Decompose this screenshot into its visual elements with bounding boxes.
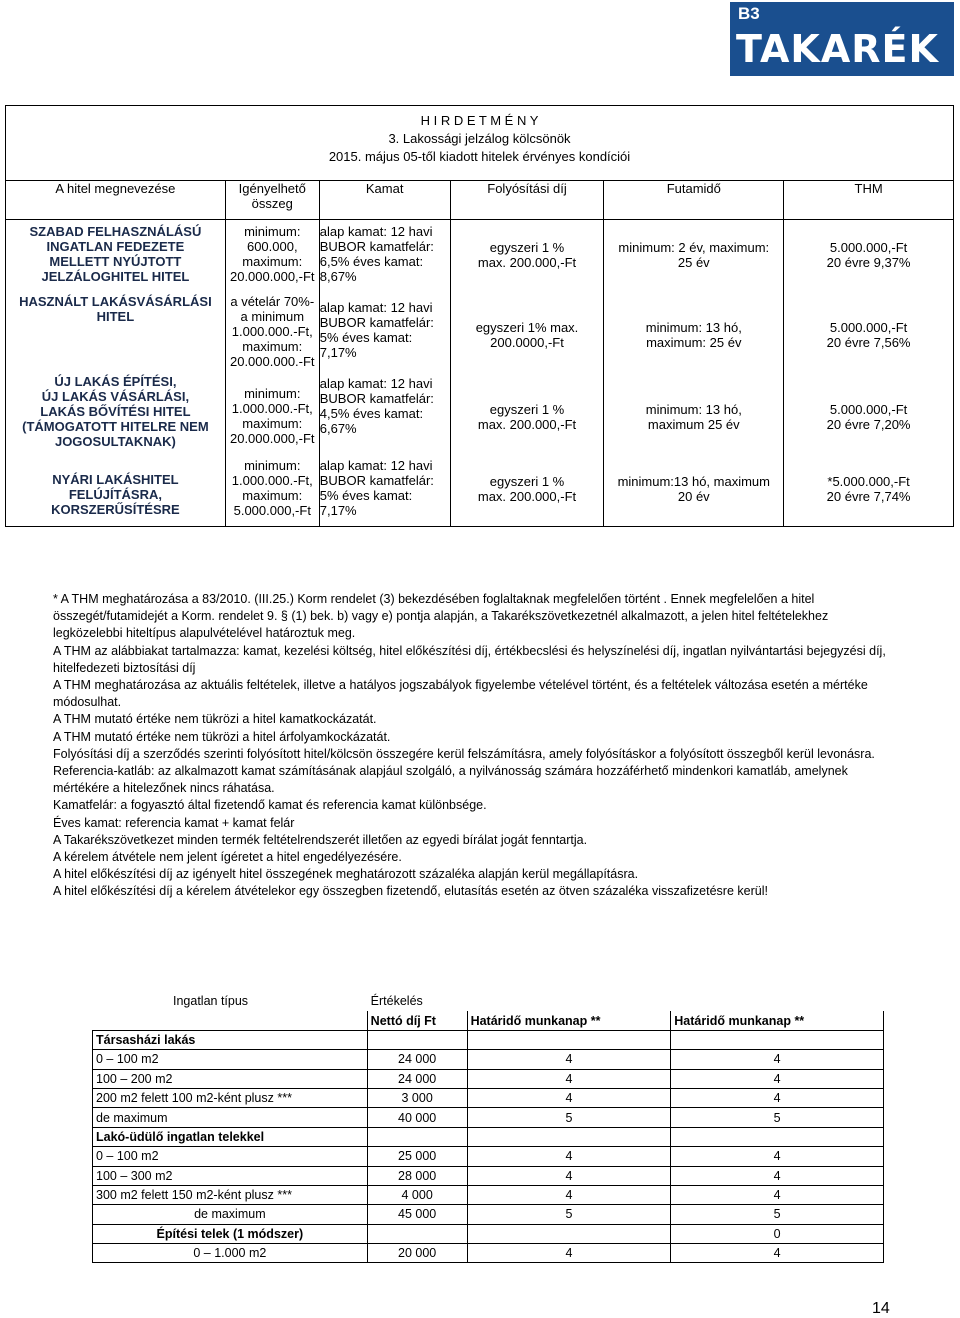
col-name: A hitel megnevezése — [6, 181, 226, 220]
loan-conditions-table — [5, 105, 954, 527]
appraisal-group-row — [93, 1030, 884, 1049]
loan-fee: egyszeri 1 % max. 200.000,-Ft — [477, 240, 577, 270]
col-fee: Folyósítási díj — [450, 181, 604, 220]
loan-amount: minimum: 600.000, maximum: 20.000.000,-Ft — [229, 224, 315, 284]
takarek-logo — [730, 2, 954, 76]
appraisal-row: 100 – 300 m2 28 000 4 4 — [93, 1166, 884, 1185]
logo-takarek: TAKARÉK — [736, 27, 939, 71]
appraisal-type-header: Ingatlan típus — [173, 994, 249, 1009]
appraisal-row: 0 – 1.000 m2 20 000 4 4 — [93, 1244, 884, 1263]
appraisal-value-header: Értékelés — [370, 994, 423, 1009]
footnotes — [53, 591, 893, 901]
loan-thm-value: 5.000.000,-Ft 20 évre 9,37% — [826, 240, 911, 270]
appraisal-row: 0 – 100 m2 25 000 4 4 — [93, 1147, 884, 1166]
col-thm: THM — [784, 181, 954, 220]
appraisal-row: 0 – 100 m2 24 000 4 4 — [93, 1050, 884, 1069]
loan-amount: minimum: 1.000.000.-Ft, maximum: 5.000.000,-Ft — [231, 458, 313, 518]
loan-fee: egyszeri 1% max. 200.0000,-Ft — [475, 320, 579, 350]
days-header-1: Határidő munkanap ** — [467, 1011, 671, 1030]
appraisal-row: de maximum 45 000 5 5 — [93, 1205, 884, 1224]
loan-rate: alap kamat: 12 havi BUBOR kamatfelár: 5% éves kamat: 7,17% — [319, 300, 434, 360]
fee-header: Nettó díj Ft — [367, 1011, 467, 1030]
appraisal-row: 100 – 200 m2 24 000 4 4 — [93, 1069, 884, 1088]
loan-fee: egyszeri 1 % max. 200.000,-Ft — [477, 474, 577, 504]
note-paragraph: Folyósítási díj a szerződés szerinti folyósított hitel/kölcsön összegére kerül felszámításra, amely folyósításkor a folyósított összegből kerül levonásra. — [53, 746, 875, 761]
loan-name: NYÁRI LAKÁSHITEL FELÚJÍTÁSRA, KORSZERŰSÍTÉSRE — [51, 472, 180, 517]
appraisal-row: 300 m2 felett 150 m2-ként plusz *** 4 000 4 4 — [93, 1185, 884, 1204]
group-title: Társasházi lakás — [93, 1030, 368, 1049]
note-paragraph: A THM mutató értéke nem tükrözi a hitel árfolyamkockázatát. — [53, 729, 391, 744]
appraisal-head-row — [93, 992, 884, 1011]
loan-thm-value: 5.000.000,-Ft 20 évre 7,20% — [826, 402, 911, 432]
announcement-date: 2015. május 05-től kiadott hitelek érvényes kondíciói — [328, 149, 631, 164]
column-header-row — [6, 181, 954, 220]
group-title: Építési telek (1 módszer) — [93, 1224, 368, 1243]
announcement-subtitle: 3. Lakossági jelzálog kölcsönök — [388, 131, 571, 146]
note-paragraph: A THM meghatározása az aktuális feltételek, illetve a hatályos jogszabályok figyelembe vételével történt, és a feltételek változása esetén a mértéke módosulhat. — [53, 678, 868, 710]
appraisal-row: 200 m2 felett 100 m2-ként plusz *** 3 000 4 4 — [93, 1088, 884, 1107]
loan-rate: alap kamat: 12 havi BUBOR kamatfelár: 5% éves kamat: 7,17% — [319, 458, 434, 518]
appraisal-fee-table — [92, 991, 884, 1263]
note-paragraph: * A THM meghatározása a 83/2010. (III.25.) Korm rendelet (3) bekezdésében foglaltaknak megfelelően történt . Ennek megfelelően a hitel összegét/futamidejét a Korm. rendelet 9. § (1) bek. b) vagy e) pontja alapján, a Takarékszövetkezetnél alkalmazott, a jelen hitel feltételekhez legközelebbi hiteltípus alapulvételével határoztuk meg. — [53, 592, 829, 641]
loan-term: minimum:13 hó, maximum 20 év — [617, 474, 770, 504]
note-paragraph: Kamatfelár: a fogyasztó által fizetendő kamat és referencia kamat különbsége. — [53, 798, 487, 813]
announcement-title: H I R D E T M É N Y — [420, 113, 539, 128]
note-paragraph: Éves kamat: referencia kamat + kamat felár — [53, 815, 295, 830]
page-number: 14 — [872, 1300, 890, 1317]
note-paragraph: A Takarékszövetkezet minden termék feltételrendszerét illetően az egyedi bírálat jogát fenntartja. — [53, 832, 588, 847]
appraisal-group-row — [93, 1127, 884, 1146]
loan-name: SZABAD FELHASZNÁLÁSÚ INGATLAN FEDEZETE MELLETT NYÚJTOTT JELZÁLOGHITEL HITEL — [29, 224, 202, 284]
appraisal-row: de maximum 40 000 5 5 — [93, 1108, 884, 1127]
loan-amount: minimum: 1.000.000.-Ft, maximum: 20.000.000,-Ft — [229, 386, 315, 446]
loan-terms — [604, 220, 784, 527]
days-header-2: Határidő munkanap ** — [671, 1011, 884, 1030]
loan-term: minimum: 13 hó, maximum: 25 év — [645, 320, 742, 350]
loan-rate: alap kamat: 12 havi BUBOR kamatfelár: 4,5% éves kamat: 6,67% — [319, 376, 434, 436]
col-amount: Igényelhető összeg — [225, 181, 319, 220]
group-title: Lakó-üdülő ingatlan telekkel — [93, 1127, 368, 1146]
note-paragraph: A THM mutató értéke nem tükrözi a hitel kamatkockázatát. — [53, 712, 377, 727]
logo-b3: B3 — [738, 4, 760, 23]
loan-term: minimum: 13 hó, maximum 25 év — [645, 402, 742, 432]
note-paragraph: A hitel előkészítési díj az igényelt hitel összegének meghatározott százaléka alapján kerül megállapításra. — [53, 867, 639, 882]
loan-rate: alap kamat: 12 havi BUBOR kamatfelár: 6,5% éves kamat: 8,67% — [319, 224, 434, 284]
loan-fees — [450, 220, 604, 527]
loan-amounts — [225, 220, 319, 527]
loan-term: minimum: 2 év, maximum: 25 év — [618, 240, 770, 270]
col-rate: Kamat — [319, 181, 450, 220]
appraisal-subhead-row — [93, 1011, 884, 1030]
loan-name: HASZNÁLT LAKÁSVÁSÁRLÁSI HITEL — [19, 294, 212, 324]
loan-names — [6, 220, 226, 527]
note-paragraph: Referencia-katláb: az alkalmazott kamat számításának alapjául szolgáló, a nyilvánosság számára hozzáférhető mindenkori kamatláb, amelynek mértékére a hitelezőnek nincs ráhatása. — [53, 764, 848, 796]
appraisal-group-row: Építési telek (1 módszer) 0 — [93, 1224, 884, 1243]
col-term: Futamidő — [604, 181, 784, 220]
loan-thm — [784, 220, 954, 527]
note-paragraph: A kérelem átvétele nem jelent ígéretet a hitel engedélyezésére. — [53, 850, 402, 865]
announcement-header — [6, 106, 954, 181]
loan-fee: egyszeri 1 % max. 200.000,-Ft — [477, 402, 577, 432]
loan-amount: a vételár 70%- a minimum 1.000.000.-Ft, maximum: 20.000.000.-Ft — [229, 294, 315, 369]
note-paragraph: A hitel előkészítési díj a kérelem átvételekor egy összegben fizetendő, elutasítás esetén az ötven százaléka visszafizetésre kerül! — [53, 884, 768, 899]
loan-thm-value: *5.000.000,-Ft 20 évre 7,74% — [826, 474, 911, 504]
loan-thm-value: 5.000.000,-Ft 20 évre 7,56% — [826, 320, 911, 350]
loan-rates — [319, 220, 450, 527]
loan-name: ÚJ LAKÁS ÉPÍTÉSI, ÚJ LAKÁS VÁSÁRLÁSI, LAKÁS BŐVÍTÉSI HITEL (TÁMOGATOTT HITELRE NEM JOGOSULTAKNAK) — [22, 374, 209, 449]
note-paragraph: A THM az alábbiakat tartalmazza: kamat, kezelési költség, hitel előkészítési díj, értékbecslési és helyszínelési díj, ingatlan nyilvántartási bejegyzési díj, hitelfedezeti biztosítási díj — [53, 643, 886, 675]
